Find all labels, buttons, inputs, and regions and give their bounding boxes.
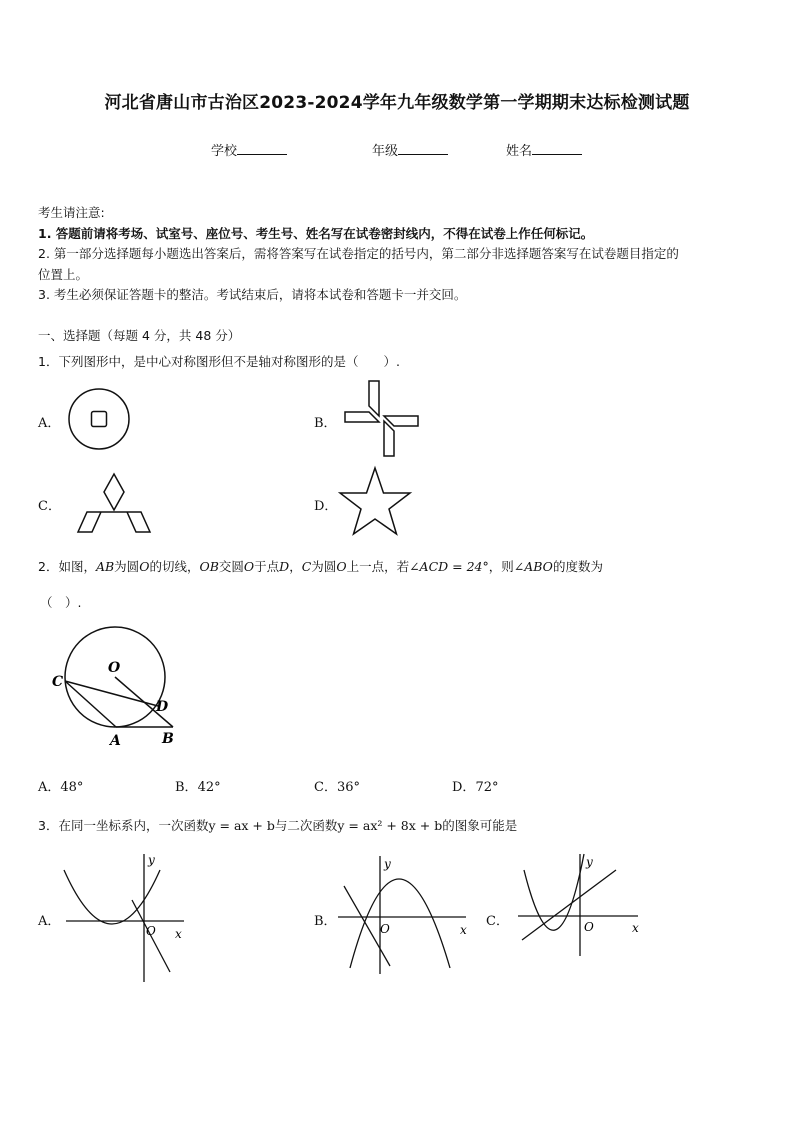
question-2-paren: （ ）.	[40, 595, 82, 610]
grade-field[interactable]	[372, 140, 448, 159]
star-shape	[340, 468, 410, 534]
q2-option-b[interactable]: B．42°	[175, 780, 221, 795]
question-3-stem: 3．在同一坐标系内，一次函数y = ax + b与二次函数y = ax² + 8x + b的图象可能是	[38, 818, 518, 833]
page-title: 河北省唐山市古治区2023-2024学年九年级数学第一学期期末达标检测试题	[104, 93, 690, 113]
q1-option-a-label[interactable]: A．	[38, 416, 61, 431]
label-o: O	[108, 660, 121, 676]
name-field[interactable]	[506, 140, 582, 159]
q3-option-b-graph[interactable]	[334, 850, 474, 980]
q2-geometry-figure	[44, 622, 184, 752]
q1-option-a-figure[interactable]	[66, 387, 132, 453]
q3-option-a-graph[interactable]	[60, 848, 200, 988]
x-label: x	[632, 921, 639, 935]
three-diamonds-shape	[78, 474, 150, 532]
school-blank[interactable]	[237, 142, 287, 155]
question-2-stem: 2．如图，AB为圆O的切线，OB交圆O于点D，C为圆O上一点，若∠ACD = 24°，则∠ABO的度数为	[38, 559, 603, 574]
section-heading: 一、选择题（每题 4 分，共 48 分）	[38, 328, 241, 343]
q3-option-a-label[interactable]: A．	[38, 914, 61, 929]
coin-outer-circle	[69, 389, 129, 449]
q1-option-b-figure[interactable]	[338, 378, 422, 460]
label-c: C	[52, 674, 64, 690]
q3-option-c-graph[interactable]	[512, 848, 644, 960]
q2-option-c[interactable]: C．36°	[314, 780, 360, 795]
pinwheel-shape	[345, 381, 418, 456]
notes-header: 考生请注意:	[38, 205, 105, 220]
q3-option-b-label[interactable]: B．	[314, 914, 337, 929]
q2-option-d[interactable]: D．72°	[452, 780, 499, 795]
label-b: B	[162, 731, 174, 747]
q1-option-b-label[interactable]: B．	[314, 416, 337, 431]
school-field[interactable]	[211, 140, 287, 159]
label-a: A	[110, 733, 121, 749]
grade-label: 年级	[372, 144, 399, 159]
linear-line	[522, 870, 616, 940]
origin-label: O	[146, 924, 156, 938]
parabola	[64, 870, 160, 924]
note-item-3: 3. 考生必须保证答题卡的整洁。考试结束后，请将本试卷和答题卡一并交回。	[38, 287, 467, 302]
school-label: 学校	[211, 144, 238, 159]
coin-square-hole	[92, 412, 107, 427]
name-label: 姓名	[506, 144, 533, 159]
q1-option-d-label[interactable]: D．	[314, 499, 338, 514]
x-label: x	[460, 923, 467, 937]
grade-blank[interactable]	[398, 142, 448, 155]
label-d: D	[156, 699, 169, 715]
q2-option-a[interactable]: A．48°	[38, 780, 84, 795]
q1-option-c-figure[interactable]	[74, 470, 154, 536]
q3-option-c-label[interactable]: C．	[486, 914, 509, 929]
y-label: y	[586, 855, 593, 869]
y-label: y	[384, 857, 391, 871]
x-label: x	[175, 927, 182, 941]
name-blank[interactable]	[532, 142, 582, 155]
parabola	[524, 854, 584, 930]
y-label: y	[148, 853, 155, 867]
exam-notes	[38, 203, 762, 306]
note-item-2: 2. 第一部分选择题每小题选出答案后，需将答案写在试卷指定的括号内，第二部分非选择题答案写在试卷题目指定的	[38, 246, 679, 261]
origin-label: O	[584, 920, 594, 934]
note-item-1: 1. 答题前请将考场、试室号、座位号、考生号、姓名写在试卷密封线内，不得在试卷上作任何标记。	[38, 225, 594, 241]
q1-option-d-figure[interactable]	[338, 465, 414, 537]
note-item-2-cont: 位置上。	[38, 266, 89, 282]
q1-option-c-label[interactable]: C．	[38, 499, 61, 514]
origin-label: O	[380, 922, 390, 936]
question-1-stem: 1．下列图形中，是中心对称图形但不是轴对称图形的是（ ）.	[38, 354, 400, 369]
